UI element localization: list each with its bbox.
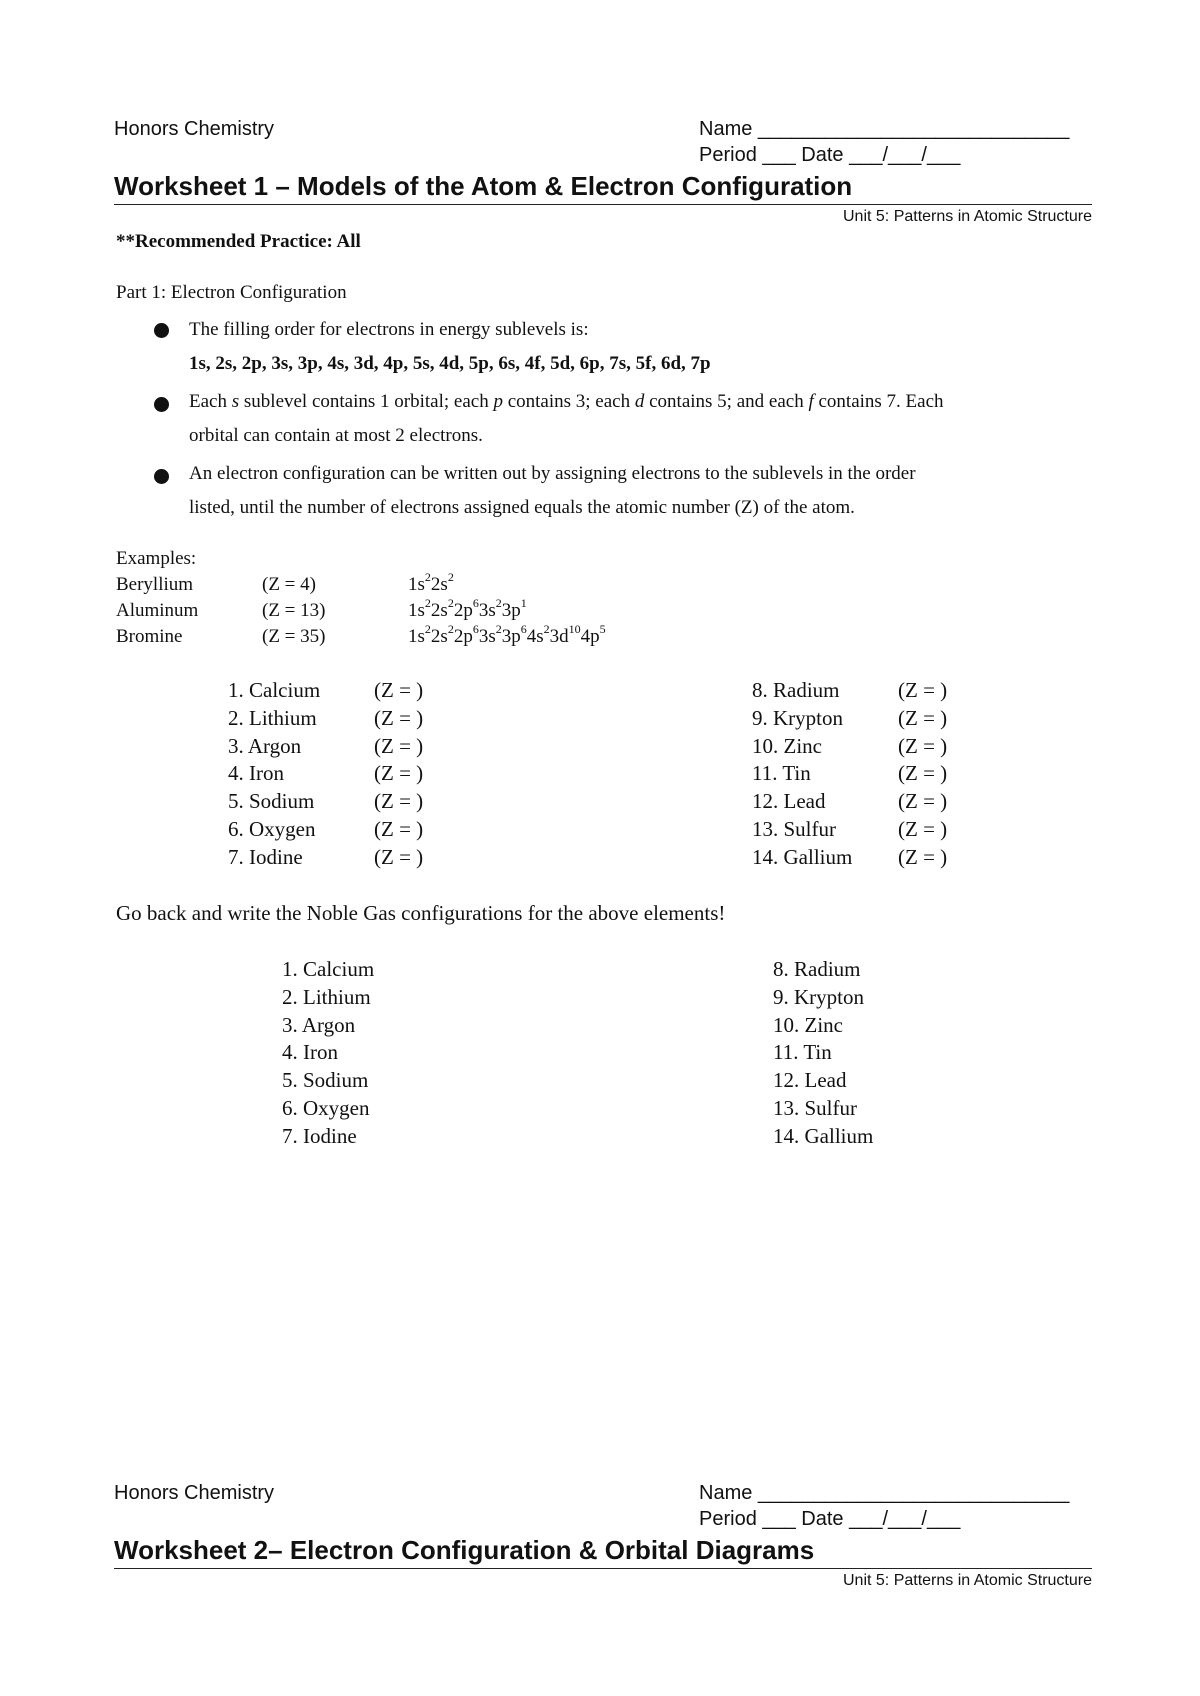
problem-item: 8. Radium	[752, 678, 840, 702]
atomic-number-blank: (Z = )	[374, 844, 424, 869]
bullet-icon	[154, 469, 169, 484]
noble-gas-item: 6. Oxygen	[282, 1096, 370, 1120]
noble-gas-item: 1. Calcium	[282, 957, 375, 981]
title-rule	[114, 1568, 1092, 1569]
noble-gas-item: 9. Krypton	[773, 984, 864, 1009]
atomic-number-blank: (Z = )	[898, 705, 948, 730]
problem-item: 14. Gallium	[752, 844, 853, 869]
worksheet-title: Worksheet 2– Electron Configuration & Orbital Diagrams	[114, 1535, 815, 1565]
noble-gas-item: 4. Iron	[282, 1040, 338, 1065]
bullet-config-line1: An electron configuration can be written out by assigning electrons to the sublevels in the order	[189, 463, 916, 484]
problem-item: 9. Krypton	[752, 705, 843, 730]
bullet-icon	[154, 323, 169, 338]
bullet-orbitals-line1: Each s sublevel contains 1 orbital; each p contains 3; each d contains 5; and each f contains 7. Each	[189, 391, 944, 412]
bullet-config-line2: listed, until the number of electrons assigned equals the atomic number (Z) of the atom.	[189, 497, 855, 518]
problem-item: 4. Iron	[228, 761, 284, 786]
problem-item: 11. Tin	[752, 761, 811, 786]
worksheet-title: Worksheet 1 – Models of the Atom & Electron Configuration	[114, 171, 853, 201]
unit-label: Unit 5: Patterns in Atomic Structure	[843, 208, 1092, 225]
bullet-orbitals-line2: orbital can contain at most 2 electrons.	[189, 425, 483, 446]
noble-gas-item: 10. Zinc	[773, 1012, 843, 1037]
example-atomic-number: (Z = 13)	[262, 600, 326, 621]
problem-item: 10. Zinc	[752, 733, 822, 758]
noble-gas-item: 8. Radium	[773, 957, 861, 981]
noble-gas-item: 13. Sulfur	[773, 1096, 857, 1120]
period-date-field: Period ___ Date ___/___/___	[699, 144, 961, 166]
examples-heading: Examples:	[116, 548, 197, 569]
atomic-number-blank: (Z = )	[374, 789, 424, 814]
period-date-field: Period ___ Date ___/___/___	[699, 1508, 961, 1530]
problem-item: 6. Oxygen	[228, 817, 316, 841]
filling-order: 1s, 2s, 2p, 3s, 3p, 4s, 3d, 4p, 5s, 4d, 5p, 6s, 4f, 5d, 6p, 7s, 5f, 6d, 7p	[189, 353, 711, 374]
problem-item: 13. Sulfur	[752, 817, 836, 841]
atomic-number-blank: (Z = )	[374, 733, 424, 758]
example-element: Aluminum	[116, 600, 199, 621]
bullet-icon	[154, 397, 169, 412]
problem-item: 2. Lithium	[228, 705, 317, 730]
atomic-number-blank: (Z = )	[374, 817, 424, 841]
example-atomic-number: (Z = 4)	[262, 574, 316, 595]
noble-gas-instruction: Go back and write the Noble Gas configurations for the above elements!	[116, 901, 726, 925]
example-configuration: $1s^22s^2$	[408, 569, 454, 595]
atomic-number-blank: (Z = )	[374, 678, 424, 702]
problem-item: 5. Sodium	[228, 789, 315, 814]
atomic-number-blank: (Z = )	[898, 733, 948, 758]
name-field: Name ____________________________	[699, 118, 1070, 140]
noble-gas-item: 12. Lead	[773, 1068, 847, 1093]
part-heading: Part 1: Electron Configuration	[116, 282, 347, 303]
problem-item: 12. Lead	[752, 789, 826, 814]
title-rule	[114, 204, 1092, 205]
unit-label: Unit 5: Patterns in Atomic Structure	[843, 1572, 1092, 1589]
atomic-number-blank: (Z = )	[374, 705, 424, 730]
atomic-number-blank: (Z = )	[898, 817, 948, 841]
course-name: Honors Chemistry	[114, 1482, 275, 1504]
atomic-number-blank: (Z = )	[898, 789, 948, 814]
example-configuration: $1s^22s^22p^63s^23p^64s^23d^{10}4p^5$	[408, 621, 606, 647]
problem-item: 3. Argon	[228, 733, 302, 758]
noble-gas-item: 14. Gallium	[773, 1123, 874, 1148]
example-atomic-number: (Z = 35)	[262, 626, 326, 647]
problem-item: 1. Calcium	[228, 678, 321, 702]
example-configuration: $1s^22s^22p^63s^23p^1$	[408, 595, 527, 621]
course-name: Honors Chemistry	[114, 118, 275, 140]
example-element: Beryllium	[116, 574, 194, 595]
problem-item: 7. Iodine	[228, 844, 303, 869]
noble-gas-item: 11. Tin	[773, 1040, 832, 1065]
atomic-number-blank: (Z = )	[898, 678, 948, 702]
noble-gas-item: 2. Lithium	[282, 984, 371, 1009]
atomic-number-blank: (Z = )	[898, 844, 948, 869]
atomic-number-blank: (Z = )	[898, 761, 948, 786]
recommended-practice: **Recommended Practice: All	[116, 231, 361, 252]
noble-gas-item: 7. Iodine	[282, 1123, 357, 1148]
bullet-filling-text: The filling order for electrons in energy sublevels is:	[189, 319, 589, 340]
noble-gas-item: 3. Argon	[282, 1012, 356, 1037]
name-field: Name ____________________________	[699, 1482, 1070, 1504]
noble-gas-item: 5. Sodium	[282, 1068, 369, 1093]
example-element: Bromine	[116, 626, 183, 647]
atomic-number-blank: (Z = )	[374, 761, 424, 786]
